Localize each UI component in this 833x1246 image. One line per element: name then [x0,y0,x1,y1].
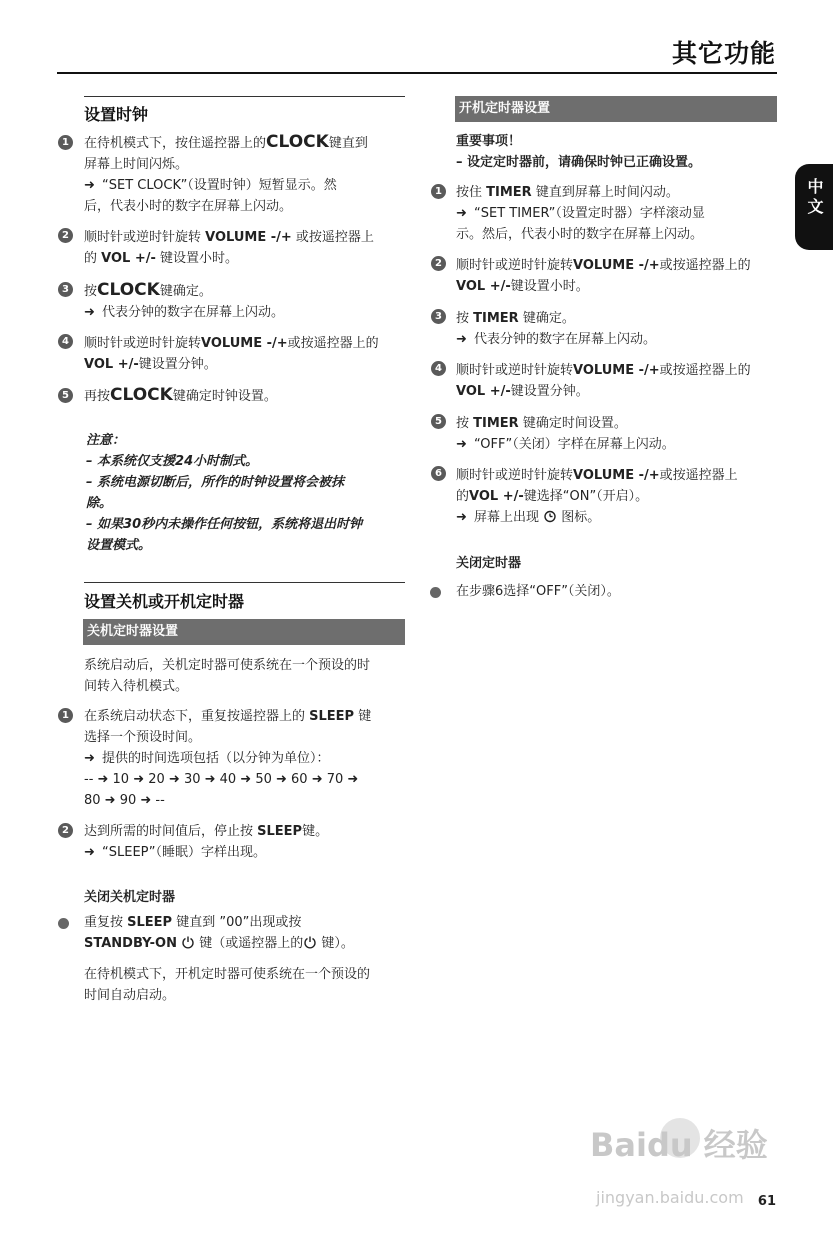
watermark-url: jingyan.baidu.com [596,1188,744,1207]
timer-icon [543,509,557,523]
page-title: 其它功能 [671,39,776,68]
on-step-4: 顺时针或逆时针旋转VOLUME -/+或按遥控器上的 VOL +/-键设置分钟。 [456,363,751,399]
title-divider [57,72,777,74]
step-number: 2 [431,256,446,271]
clock-step-2: 顺时针或逆时针旋转 VOLUME -/+ 或按遥控器上 的 VOL +/- 键设置小时。 [84,230,374,266]
on-step-6: 顺时针或逆时针旋转VOLUME -/+或按遥控器上 的VOL +/-键选择“ON”（开启）。 ➜ 屏幕上出现 图标。 [456,468,738,525]
clock-heading: 设置时钟 [84,105,149,124]
sleep-off-text: 重复按 SLEEP 键直到 ”00”出现或按 STANDBY-ON 键（或遥控器上的 键）。 [84,915,354,951]
language-tab-label: 中文 [805,178,824,218]
important-note: 重要事项！ – 设定定时器前，请确保时钟已正确设置。 [456,134,702,170]
on-step-2: 顺时针或逆时针旋转VOLUME -/+或按遥控器上的 VOL +/-键设置小时。 [456,258,751,294]
step-number: 6 [431,466,446,481]
clock-step-5: 再按CLOCK键确定时钟设置。 [84,385,277,405]
sleep-timer-bar: 关机定时器设置 [83,619,405,645]
on-off-text: 在步骤6选择“OFF”（关闭）。 [456,584,620,599]
on-timer-bar: 开机定时器设置 [455,96,777,122]
clock-step-1: 在待机模式下，按住遥控器上的CLOCK键直到 屏幕上时间闪烁。 ➜ “SET CLOCK”（设置时钟）短暂显示。然 后，代表小时的数字在屏幕上闪动。 [84,132,368,214]
power-icon [181,935,195,949]
power-icon [303,935,317,949]
step-number: 2 [58,823,73,838]
step-number: 4 [58,334,73,349]
step-number: 1 [58,135,73,150]
section-divider [84,96,405,97]
timer-heading: 设置关机或开机定时器 [84,592,245,611]
step-number: 1 [58,708,73,723]
step-number: 5 [431,414,446,429]
sleep-step-2: 达到所需的时间值后，停止按 SLEEP键。 ➜ “SLEEP”（睡眠）字样出现。 [84,824,329,860]
clock-step-3: 按CLOCK键确定。 ➜ 代表分钟的数字在屏幕上闪动。 [84,280,285,320]
step-number: 5 [58,388,73,403]
on-step-1: 按住 TIMER 键直到屏幕上时间闪动。 ➜ “SET TIMER”（设置定时器）字样滚动显 示。然后，代表小时的数字在屏幕上闪动。 [456,185,705,242]
language-tab [795,164,833,250]
on-step-5: 按 TIMER 键确定时间设置。 ➜ “OFF”（关闭）字样在屏幕上闪动。 [456,416,675,452]
bullet [58,918,69,929]
page-number: 61 [757,1194,776,1209]
sleep-intro: 系统启动后，关机定时器可使系统在一个预设的时 间转入待机模式。 [84,658,371,694]
clock-step-4: 顺时针或逆时针旋转VOLUME -/+或按遥控器上的 VOL +/-键设置分钟。 [84,336,379,372]
step-number: 4 [431,361,446,376]
on-timer-intro: 在待机模式下，开机定时器可使系统在一个预设的 时间自动启动。 [84,967,371,1003]
step-number: 3 [431,309,446,324]
section-divider [84,582,405,583]
step-number: 1 [431,184,446,199]
sleep-step-1: 在系统启动状态下，重复按遥控器上的 SLEEP 键 选择一个预设时间。 ➜ 提供的时间选项包括（以分钟为单位）： -- ➜ 10 ➜ 20 ➜ 30 ➜ 40 ➜ 50 ➜ 60 ➜ 70 ➜ 80 ➜ 90 ➜ -- [84,709,372,808]
step-number: 2 [58,228,73,243]
on-off-title: 关闭定时器 [456,556,522,571]
clock-note: 注意： – 本系统仅支援24小时制式。 – 系统电源切断后，所作的时钟设置将会被抹 除。 – 如果30秒内未操作任何按钮，系统将退出时钟 设置模式。 [86,433,363,553]
watermark-brand: Baidu 经验 [590,1126,768,1164]
bullet [430,587,441,598]
on-step-3: 按 TIMER 键确定。 ➜ 代表分钟的数字在屏幕上闪动。 [456,311,657,347]
sleep-off-title: 关闭关机定时器 [84,890,176,905]
step-number: 3 [58,282,73,297]
